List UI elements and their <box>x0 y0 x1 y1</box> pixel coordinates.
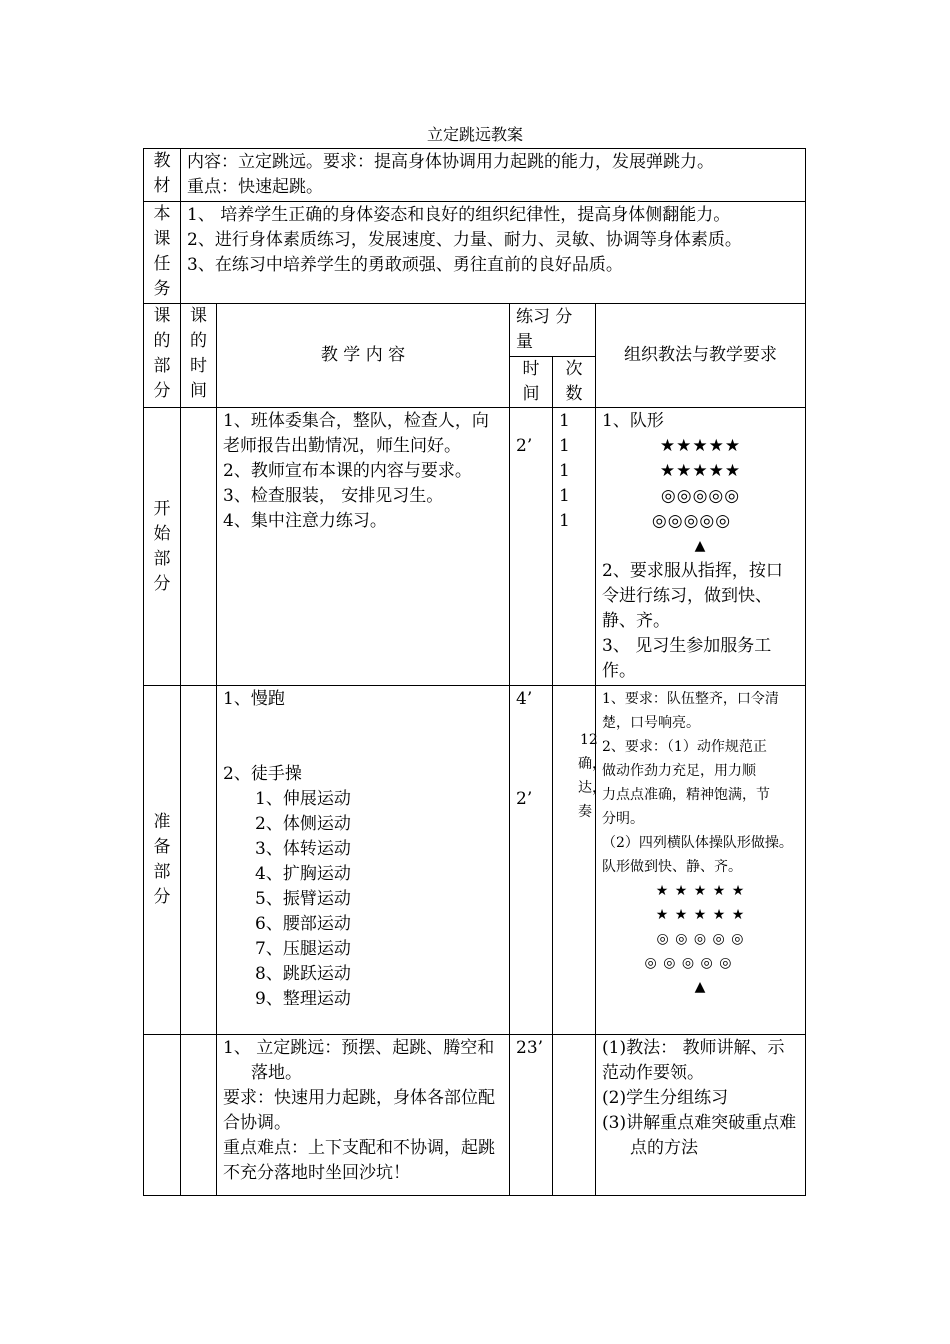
prep-time-cell <box>181 686 217 1035</box>
material-content: 内容：立定跳远。要求：提高身体协调用力起跳的能力，发展弹跳力。 重点：快速起跳。 <box>181 149 806 202</box>
start-content: 1、班体委集合，整队，检查人，向老师报告出勤情况，师生问好。 2、教师宣布本课的内容与要求。 3、检查服装， 安排见习生。 4、集中注意力练习。 <box>217 408 510 686</box>
header-part: 课 的 部 分 <box>144 304 181 408</box>
teacher-marker: ▲ <box>694 538 707 554</box>
basic-load-time: 23’ <box>510 1035 553 1196</box>
prep-section-row <box>144 686 806 1035</box>
prep-section-label: 准 备 部 分 <box>144 686 181 1035</box>
header-load-count: 次 数 <box>553 357 596 408</box>
formation-row: ◎◎◎◎◎ <box>660 486 741 506</box>
header-load-time: 时 间 <box>510 357 553 408</box>
formation-row: ◎ ◎ ◎ ◎ ◎ <box>656 931 745 947</box>
overflow-text: 12 确， 达， 奏 <box>578 732 606 820</box>
formation-row: ◎ ◎ ◎ ◎ ◎ <box>644 955 733 971</box>
start-load-time: 2’ <box>510 408 553 686</box>
formation-row: ★ ★ ★ ★ ★ <box>655 883 746 899</box>
start-section-label: 开 始 部 分 <box>144 408 181 686</box>
basic-content: 1、 立定跳远：预摆、起跳、腾空和落地。 要求：快速用力起跳，身体各部位配合协调。 重点难点：上下支配和不协调，起跳不充分落地时坐回沙坑！ <box>217 1035 510 1196</box>
prep-content: 1、慢跑 2、徒手操 1、伸展运动 2、体侧运动 3、体转运动 4、扩胸运动 5、振臂运动 6、腰部运动 7、压腿运动 8、跳跃运动 9、整理运动 <box>217 686 510 1035</box>
header-content: 教 学 内 容 <box>217 304 510 408</box>
prep-load-time: 4’ 2’ <box>510 686 553 1035</box>
start-section-row <box>144 408 806 686</box>
header-row <box>144 304 806 357</box>
formation-row: ★★★★★ <box>659 436 742 456</box>
basic-section-label <box>144 1035 181 1196</box>
tasks-label: 本 课 任 务 <box>144 202 181 304</box>
tasks-row <box>144 202 806 304</box>
basic-load-count <box>553 1035 596 1196</box>
formation-row: ★ ★ ★ ★ ★ <box>655 907 746 923</box>
document-title: 立定跳远教案 <box>426 125 523 144</box>
prep-method: 1、要求：队伍整齐，口令清楚，口号响亮。 2、要求：（1）动作规范正 做动作劲力充足，用力顺 力点点准确，精神饱满，节 分明。 （2）四列横队体操队形做操。 队形做到快、静、齐。 ★ ★ ★ ★ ★ ★ ★ ★ ★ ★ ◎ ◎ ◎ ◎ ◎ ◎ ◎ ◎ ◎ ◎ ▲ <box>596 686 806 1035</box>
basic-time-cell <box>181 1035 217 1196</box>
start-method: 1、队形 ★★★★★ ★★★★★ ◎◎◎◎◎ ◎◎◎◎◎ ▲ 2、要求服从指挥，按口令进行练习，做到快、静、齐。 3、 见习生参加服务工作。 <box>596 408 806 686</box>
material-label: 教 材 <box>144 149 181 202</box>
header-time: 课 的 时 间 <box>181 304 217 408</box>
formation-row: ◎◎◎◎◎ <box>651 511 732 531</box>
tasks-content: 1、 培养学生正确的身体姿态和良好的组织纪律性，提高身体侧翻能力。 2、进行身体素质练习，发展速度、力量、耐力、灵敏、协调等身体素质。 3、在练习中培养学生的勇敢顽强、勇往直前的良好品质。 <box>181 202 806 304</box>
start-load-count: 1 1 1 1 1 <box>553 408 596 686</box>
basic-method: (1)教法： 教师讲解、示范动作要领。 (2)学生分组练习 (3)讲解重点难突破重点难点的方法 <box>596 1035 806 1196</box>
start-time-cell <box>181 408 217 686</box>
material-row <box>144 149 806 202</box>
basic-section-row <box>144 1035 806 1196</box>
formation-row: ★★★★★ <box>659 461 742 481</box>
header-load: 练习 分量 <box>510 304 596 357</box>
teacher-marker: ▲ <box>694 979 707 995</box>
header-method: 组织教法与教学要求 <box>596 304 806 408</box>
lesson-plan-table <box>143 148 806 1196</box>
